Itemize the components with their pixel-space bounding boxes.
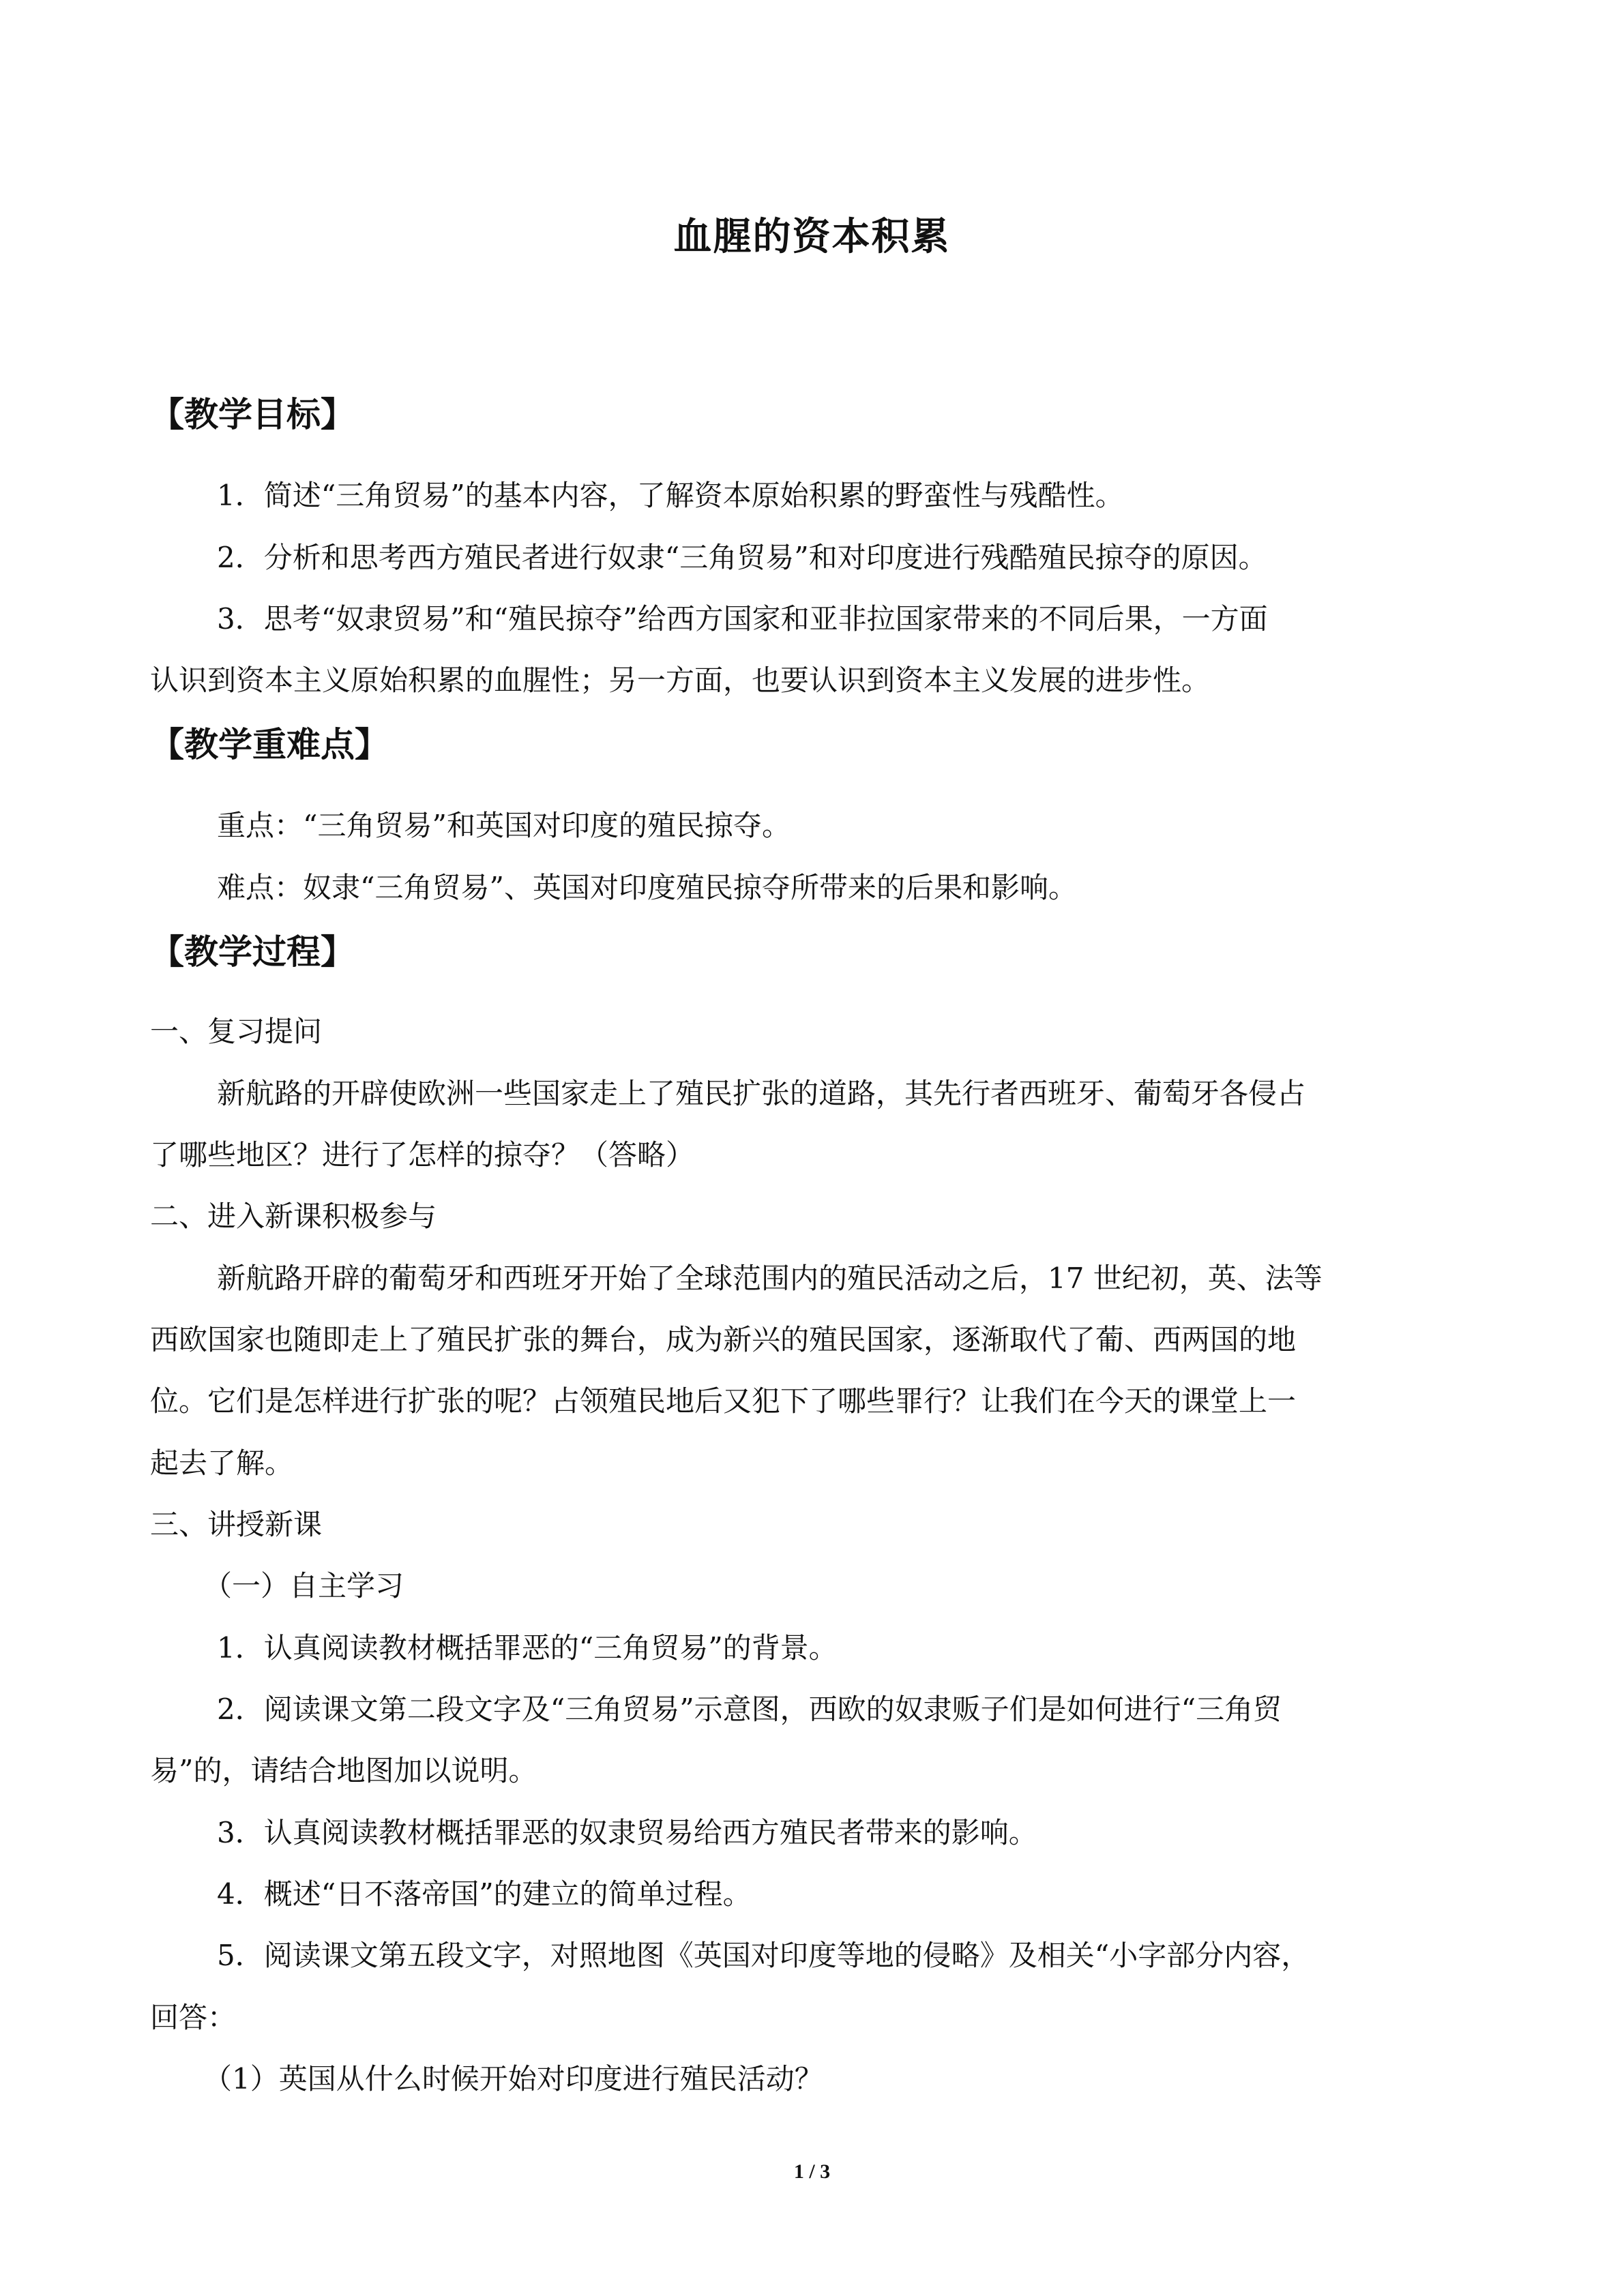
- enter-line: 起去了解。: [150, 1446, 294, 1480]
- page-title: 血腥的资本积累: [673, 215, 951, 259]
- study-item-line: 4．概述“日不落帝国”的建立的简单过程。: [217, 1877, 752, 1911]
- goal-line: 2．分析和思考西方殖民者进行奴隶“三角贸易”和对印度进行残酷殖民掠夺的原因。: [217, 541, 1267, 574]
- study-item-line: 5．阅读课文第五段文字，对照地图《英国对印度等地的侵略》及相关“小字部分内容，: [217, 1939, 1310, 1972]
- goal-line: 1．简述“三角贸易”的基本内容，了解资本原始积累的野蛮性与残酷性。: [217, 479, 1124, 512]
- enter-line: 位。它们是怎样进行扩张的呢？占领殖民地后又犯下了哪些罪行？让我们在今天的课堂上一: [150, 1384, 1297, 1418]
- subheading-teach: 三、讲授新课: [150, 1508, 323, 1541]
- goal-line: 3．思考“奴隶贸易”和“殖民掠夺”给西方国家和亚非拉国家带来的不同后果，一方面: [217, 602, 1268, 636]
- review-line: 了哪些地区？进行了怎样的掠夺？（答略）: [150, 1138, 695, 1172]
- study-item-line: （1）英国从什么时候开始对印度进行殖民活动？: [203, 2062, 823, 2096]
- goal-line: 认识到资本主义原始积累的血腥性；另一方面，也要认识到资本主义发展的进步性。: [150, 664, 1211, 697]
- section-heading-goals: 【教学目标】: [150, 395, 355, 434]
- review-line: 新航路的开辟使欧洲一些国家走上了殖民扩张的道路，其先行者西班牙、葡萄牙各侵占: [217, 1077, 1306, 1110]
- subheading-self-study: （一）自主学习: [203, 1569, 404, 1602]
- enter-line: 新航路开辟的葡萄牙和西班牙开始了全球范围内的殖民活动之后，17 世纪初，英、法等: [217, 1262, 1323, 1295]
- study-item-line: 3．认真阅读教材概括罪恶的奴隶贸易给西方殖民者带来的影响。: [217, 1816, 1037, 1849]
- page-number: 1 / 3: [793, 2160, 831, 2183]
- subheading-enter: 二、进入新课积极参与: [150, 1199, 437, 1233]
- study-item-line: 1．认真阅读教材概括罪恶的“三角贸易”的背景。: [217, 1631, 838, 1665]
- study-item-line: 易”的，请结合地图加以说明。: [150, 1754, 537, 1787]
- subheading-review: 一、复习提问: [150, 1015, 323, 1048]
- study-item-line: 2．阅读课文第二段文字及“三角贸易”示意图，西欧的奴隶贩子们是如何进行“三角贸: [217, 1693, 1282, 1726]
- section-heading-key-points: 【教学重难点】: [150, 725, 389, 764]
- key-point-line: 难点：奴隶“三角贸易”、英国对印度殖民掠夺所带来的后果和影响。: [217, 871, 1077, 904]
- study-item-line: 回答：: [150, 2001, 237, 2034]
- key-point-line: 重点：“三角贸易”和英国对印度的殖民掠夺。: [217, 809, 791, 842]
- section-heading-process: 【教学过程】: [150, 932, 355, 972]
- enter-line: 西欧国家也随即走上了殖民扩张的舞台，成为新兴的殖民国家，逐渐取代了葡、西两国的地: [150, 1323, 1297, 1356]
